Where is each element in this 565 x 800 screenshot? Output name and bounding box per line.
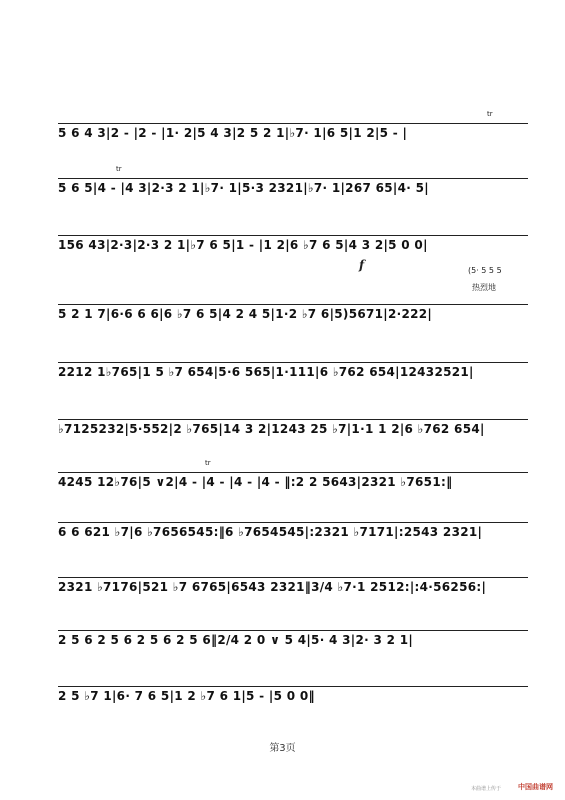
trill-mark: tr bbox=[487, 110, 493, 118]
beam-line bbox=[58, 522, 528, 523]
trill-mark: tr bbox=[116, 165, 122, 173]
score-row bbox=[0, 110, 565, 155]
beam-line bbox=[58, 577, 528, 578]
beam-line bbox=[58, 304, 528, 305]
notation-line: 5 6 4 3|2 - |2 - |1· 2|5 4 3|2 5 2 1|♭7· 1|6 5|1 2|5 - | bbox=[58, 126, 408, 140]
score-row bbox=[0, 569, 565, 609]
site-logo: 中国曲谱网 bbox=[518, 783, 553, 791]
expression-mark: 热烈地 bbox=[472, 283, 496, 292]
score-row bbox=[0, 227, 565, 275]
notation-line: 2321 ♭7176|521 ♭7 6765|6543 2321‖3/4 ♭7·1 2512:|:4·56256:| bbox=[58, 580, 487, 594]
score-row bbox=[0, 411, 565, 451]
notation-line: 4245 12♭76|5 ∨2|4 - |4 - |4 - |4 - ‖:2 2 5643|2321 ♭7651:‖ bbox=[58, 475, 453, 489]
score-row bbox=[0, 514, 565, 554]
beam-line bbox=[58, 235, 528, 236]
score-row bbox=[0, 165, 565, 210]
dynamic-marking: f bbox=[359, 258, 365, 272]
beam-line bbox=[58, 362, 528, 363]
upload-note: 本曲谱上传于 bbox=[470, 786, 501, 792]
notation-line: 2212 1♭765|1 5 ♭7 654|5·6 565|1·111|6 ♭762 654|12432521| bbox=[58, 365, 474, 379]
score-row bbox=[0, 354, 565, 394]
score-row bbox=[0, 622, 565, 662]
bracket-note: (5· 5 5 5 bbox=[468, 266, 502, 275]
beam-line bbox=[58, 630, 528, 631]
beam-line bbox=[58, 123, 528, 124]
trill-mark: tr bbox=[205, 459, 211, 467]
beam-line bbox=[58, 686, 528, 687]
notation-line: 2 5 6 2 5 6 2 5 6 2 5 6‖2/4 2 0 ∨ 5 4|5· 4 3|2· 3 2 1| bbox=[58, 633, 414, 647]
score-row bbox=[0, 678, 565, 718]
notation-line: 156 43|2·3|2·3 2 1|♭7 6 5|1 - |1 2|6 ♭7 6 5|4 3 2|5 0 0| bbox=[58, 238, 428, 252]
notation-line: 2 5 ♭7 1|6· 7 6 5|1 2 ♭7 6 1|5 - |5 0 0‖ bbox=[58, 689, 315, 703]
beam-line bbox=[58, 472, 528, 473]
score-row bbox=[0, 459, 565, 504]
notation-line: 6 6 621 ♭7|6 ♭7656545:‖6 ♭7654545|:2321 ♭7171|:2543 2321| bbox=[58, 525, 483, 539]
beam-line bbox=[58, 178, 528, 179]
notation-line: 5 2 1 7|6·6 6 6|6 ♭7 6 5|4 2 4 5|1·2 ♭7 6|5)5671|2·222| bbox=[58, 307, 433, 321]
beam-line bbox=[58, 419, 528, 420]
score-row bbox=[0, 283, 565, 336]
notation-line: 5 6 5|4 - |4 3|2·3 2 1|♭7· 1|5·3 2321|♭7· 1|267 65|4· 5| bbox=[58, 181, 429, 195]
page-number: 第3页 bbox=[269, 743, 296, 754]
notation-line: ♭7125232|5·552|2 ♭765|14 3 2|1243 25 ♭7|1·1 1 2|6 ♭762 654| bbox=[58, 422, 485, 436]
